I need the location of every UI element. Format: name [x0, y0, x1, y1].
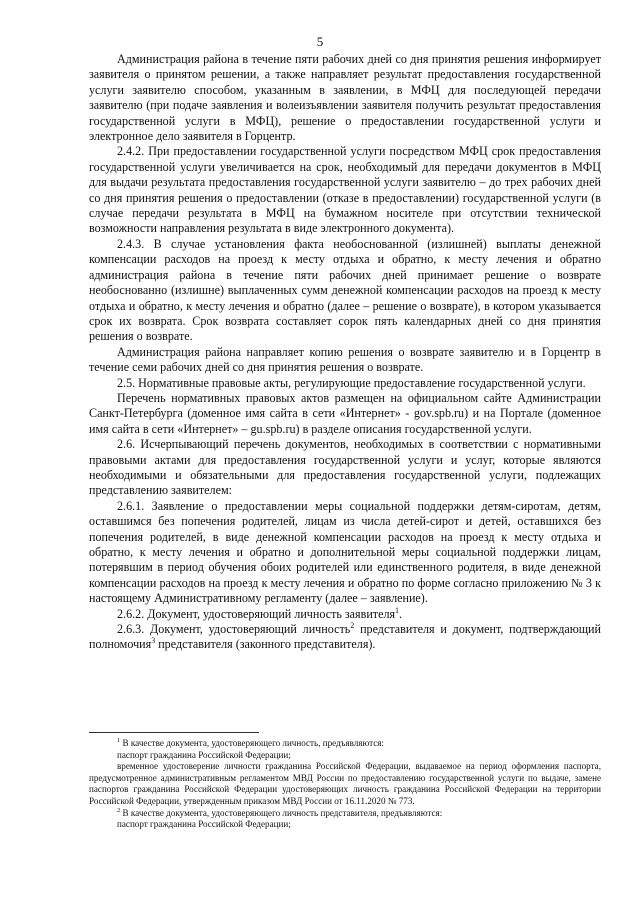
paragraph-return-copy: Администрация района направляет копию решения о возврате заявителю и в Горцентр в течение семи рабочих дней со дня принятия решения о возврате. — [89, 344, 601, 375]
paragraph-decision-info: Администрация района в течение пяти рабочих дней со дня принятия решения информирует заявителя о принятом решении, а также направляет результат предоставления государственной услуги заявителю способом, указанным в заявлении, в МФЦ для последующей передачи заявителю (при подаче заявления и волеизъявлении заявителя получить результат предоставления государственной услуги в МФЦ), решение о предоставлении государственной услуги и электронное дело заявителя в Горцентр. — [89, 52, 601, 144]
footnote-2-mark: 2 — [117, 806, 121, 814]
paragraph-2-6-3-part-c: представителя (законного представителя). — [155, 637, 376, 652]
paragraph-legal-acts-list: Перечень нормативных правовых актов размещен на официальном сайте Администрации Санкт-Петербурга (доменное имя сайта в сети «Интернет» - gov.spb.ru) и на Портале (доменное имя сайта в сети «Интернет» – gu.spb.ru) в разделе описания государственной услуги. — [89, 390, 601, 436]
main-text — [89, 52, 601, 653]
footnote-2-text: В качестве документа, удостоверяющего личность представителя, предъявляются: — [120, 807, 443, 818]
footnote-1-text: В качестве документа, удостоверяющего личность, предъявляются: — [120, 738, 384, 748]
paragraph-2-6-1: 2.6.1. Заявление о предоставлении меры социальной поддержки детям-сиротам, детям, оставшимся без попечения родителей, лицам из числа детей-сирот и детей, оставшихся без попечения родителей, в виде денежной компенсации расходов на проезд к месту отдыха и обратно, к месту лечения и обратно и дополнительной меры социальной поддержки лицам, потерявшим в период обучения обоих родителей или единственного родителя, в виде денежной компенсации расходов на проезд к месту лечения и обратно по форме согласно приложению № 3 к настоящему Административному регламенту (далее – заявление). — [89, 498, 601, 606]
paragraph-2-4-2: 2.4.2. При предоставлении государственной услуги посредством МФЦ срок предоставления государственной услуги увеличивается на срок, необходимый для передачи документов в МФЦ для выдачи результата предоставления государственной услуги заявителю – до трех рабочих дней со дня принятия решения о предоставлении (отказе в предоставлении) государственной услуги (в случае передачи результата в МФЦ на бумажном носителе при отсутствии технической возможности направления результата в виде электронного документа). — [89, 144, 601, 236]
paragraph-2-6-3-part-a: 2.6.3. Документ, удостоверяющий личность — [117, 622, 351, 637]
paragraph-2-6-3 — [89, 622, 601, 653]
paragraph-2-4-3: 2.4.3. В случае установления факта необоснованной (излишней) выплаты денежной компенсации расходов на проезд к месту отдыха и обратно, к месту лечения и обратно администрация района в течение пяти рабочих дней принимает решение о возврате необоснованно (излишне) выплаченных сумм денежной компенсации расходов на проезд к месту отдыха и обратно, к месту лечения и обратно (далее – решение о возврате), в котором указывается срок их возврата. Срок возврата составляет сорок пять календарных дней со дня принятия решения о возврате. — [89, 236, 601, 344]
footnote-2-passport: паспорт гражданина Российской Федерации; — [117, 819, 291, 830]
footnote-2 — [89, 808, 601, 820]
paragraph-2-6-2 — [89, 607, 601, 622]
footnote-1 — [89, 738, 601, 750]
footnote-ref-2: 2 — [350, 621, 355, 630]
footnote-ref-1: 1 — [395, 605, 400, 615]
paragraph-2-6-2-text: 2.6.2. Документ, удостоверяющий личность заявителя — [117, 606, 396, 621]
footnote-1-mark: 1 — [117, 736, 121, 744]
paragraph-2-6-3-part-b: представителя и документ, подтверждающий полномочия — [89, 622, 602, 652]
paragraph-2-6: 2.6. Исчерпывающий перечень документов, необходимых в соответствии с нормативными правовыми актами для предоставления государственной услуги и услуг, которые являются необходимыми и обязательными для предоставления государственной услуги, подлежащих представлению заявителем: — [89, 437, 601, 498]
footnote-ref-3: 3 — [151, 636, 156, 646]
footnotes — [89, 738, 601, 831]
paragraph-2-6-2-end: . — [399, 606, 403, 621]
paragraph-2-5: 2.5. Нормативные правовые акты, регулирующие предоставление государственной услуги. — [117, 375, 586, 390]
footnote-1-temporary-id: временное удостоверение личности гражданина Российской Федерации, выдаваемое на период оформления паспорта, предусмотренное административным регламентом МВД России по предоставлению государственной услуги по выдаче, замене паспортов гражданина Российской Федерации удостоверяющих личность гражданина Российской Федерации на территории Российской Федерации, утвержденным приказом МВД России от 16.11.2020 № 773. — [89, 761, 601, 806]
page-number: 5 — [316, 34, 324, 49]
footnote-1-passport: паспорт гражданина Российской Федерации; — [117, 749, 291, 760]
footnote-separator — [89, 732, 259, 733]
